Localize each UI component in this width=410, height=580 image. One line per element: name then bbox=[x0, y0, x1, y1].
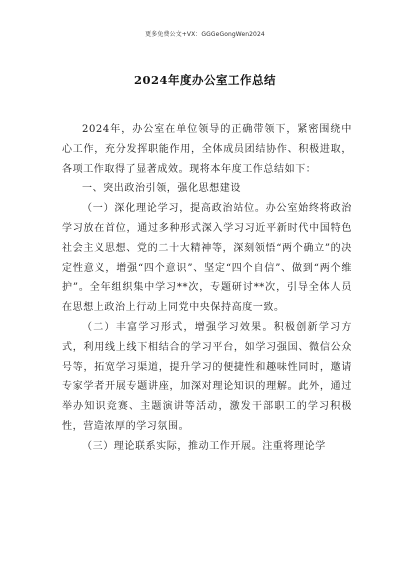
paragraph-2: （二）丰富学习形式，增强学习效果。积极创新学习方式，利用线上线下相结合的学习平台，如学习强国、微信公众号等，拓宽学习渠道，提升学习的便捷性和趣味性同时，邀请专家学者开展专题讲座，加深对理论知识的理解。此外，通过举办知识竞赛、主题演讲等活动，激发干部职工的学习积极性，营造浓厚的学习氛围。 bbox=[62, 321, 352, 432]
document-title: 2024年度办公室工作总结 bbox=[133, 73, 276, 87]
paragraph-1: （一）深化理论学习，提高政治站位。办公室始终将政治学习放在首位，通过多种形式深入学习习近平新时代中国特色社会主义思想、党的二十大精神等，深刻领悟“两个确立”的决定性意义，增强“四个意识”、坚定“四个自信”、做到“两个维护”。全年组织集中学习**次，专题研讨**次，引导全体人员在思想上政治上行动上同党中央保持高度一致。 bbox=[62, 203, 352, 314]
paragraph-3: （三）理论联系实际，推动工作开展。注重将理论学 bbox=[82, 440, 326, 452]
section-heading: 一、突出政治引领，强化思想建设 bbox=[82, 183, 241, 195]
document-body bbox=[62, 120, 352, 457]
intro-paragraph: 2024年，办公室在单位领导的正确带领下，紧密围绕中心工作，充分发挥职能作用，全体成员团结协作、积极进取，各项工作取得了显著成效。现将本年度工作总结如下： bbox=[62, 124, 352, 175]
header-note: 更多免费公文+VX：GGGeGongWen2024 bbox=[145, 31, 265, 38]
